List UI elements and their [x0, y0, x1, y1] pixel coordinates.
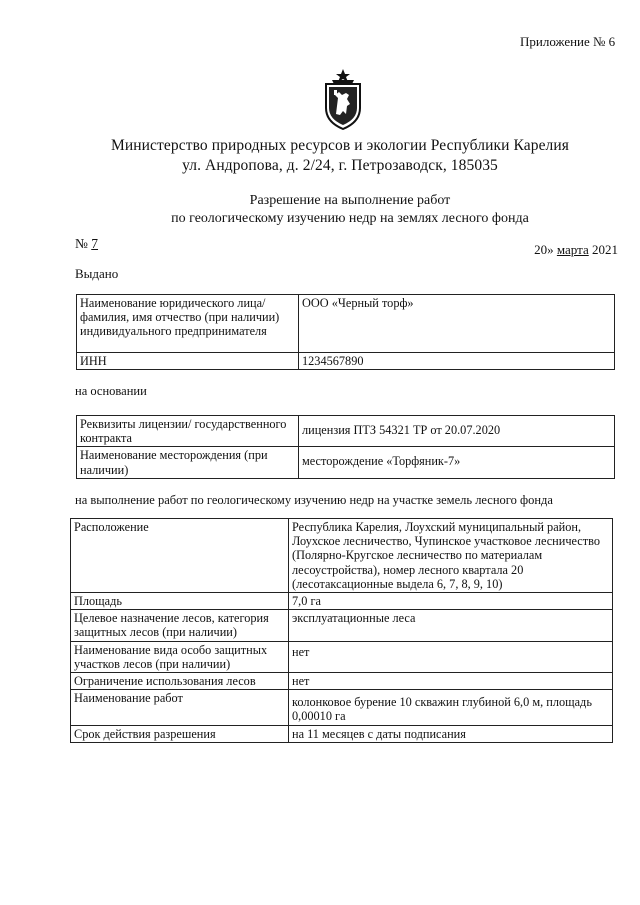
table-row: [77, 447, 615, 478]
row-label: Площадь: [71, 593, 289, 610]
number-value: 7: [91, 236, 99, 251]
karelia-coat-of-arms-icon: [322, 68, 364, 130]
row-label: Целевое назначение лесов, категория защитных лесов (при наличии): [71, 610, 289, 641]
row-label: Расположение: [71, 519, 289, 593]
date-day: 20»: [534, 242, 554, 257]
row-value: ООО «Черный торф»: [299, 295, 615, 353]
table-row: [71, 593, 613, 610]
document-date: [534, 242, 618, 258]
row-label: Наименование месторождения (при наличии): [77, 447, 299, 478]
table-row: [71, 519, 613, 593]
table-row: [71, 673, 613, 690]
row-value: на 11 месяцев с даты подписания: [289, 725, 613, 742]
table-row: [77, 353, 615, 370]
row-value: месторождение «Торфяник-7»: [299, 447, 615, 478]
document-title: [0, 192, 640, 228]
table-row: [71, 725, 613, 742]
row-value: 7,0 га: [289, 593, 613, 610]
row-label: Наименование вида особо защитных участков лесов (при наличии): [71, 641, 289, 672]
appendix-label: Приложение № 6: [520, 34, 616, 49]
row-label: Наименование работ: [71, 690, 289, 725]
table-row: [71, 610, 613, 641]
row-value: колонковое бурение 10 скважин глубиной 6,0 м, площадь 0,00010 га: [289, 690, 613, 725]
row-value: Республика Карелия, Лоухский муниципальный район, Лоухское лесничество, Чупинское участковое лесничество (Полярно-Кругское лесничество по материалам лесоустройства), номер лесного квартала 20 (лесотаксационные выдела 6, 7, 8, 9, 10): [289, 519, 613, 593]
date-year: 2021: [592, 242, 618, 257]
issued-label: Выдано: [75, 266, 119, 281]
applicant-table: [76, 294, 615, 370]
work-description: на выполнение работ по геологическому изучению недр на участке земель лесного фонда: [75, 493, 553, 507]
row-label: Срок действия разрешения: [71, 725, 289, 742]
table-row: [71, 690, 613, 725]
ministry-address: ул. Андропова, д. 2/24, г. Петрозаводск, 185035: [182, 157, 498, 174]
row-value: эксплуатационные леса: [289, 610, 613, 641]
document-number: [75, 236, 98, 252]
row-label: ИНН: [77, 353, 299, 370]
row-label: Наименование юридического лица/ фамилия, имя отчество (при наличии) индивидуального предпринимателя: [77, 295, 299, 353]
table-row: [71, 641, 613, 672]
title-line-2: по геологическому изучению недр на землях лесного фонда: [171, 211, 529, 226]
title-line-1: Разрешение на выполнение работ: [249, 193, 451, 208]
ministry-header: [0, 136, 640, 176]
date-month: марта: [556, 242, 589, 257]
license-table: [76, 415, 615, 479]
row-label: Реквизиты лицензии/ государственного контракта: [77, 416, 299, 447]
row-value: 1234567890: [299, 353, 615, 370]
number-prefix: №: [75, 236, 88, 251]
row-value: нет: [289, 673, 613, 690]
row-value: нет: [289, 641, 613, 672]
table-row: [77, 295, 615, 353]
ministry-name: Министерство природных ресурсов и экологии Республики Карелия: [110, 137, 570, 154]
basis-label: на основании: [75, 384, 147, 398]
row-value: лицензия ПТЗ 54321 ТР от 20.07.2020: [299, 416, 615, 447]
table-row: [77, 416, 615, 447]
row-label: Ограничение использования лесов: [71, 673, 289, 690]
site-table: [70, 518, 613, 743]
